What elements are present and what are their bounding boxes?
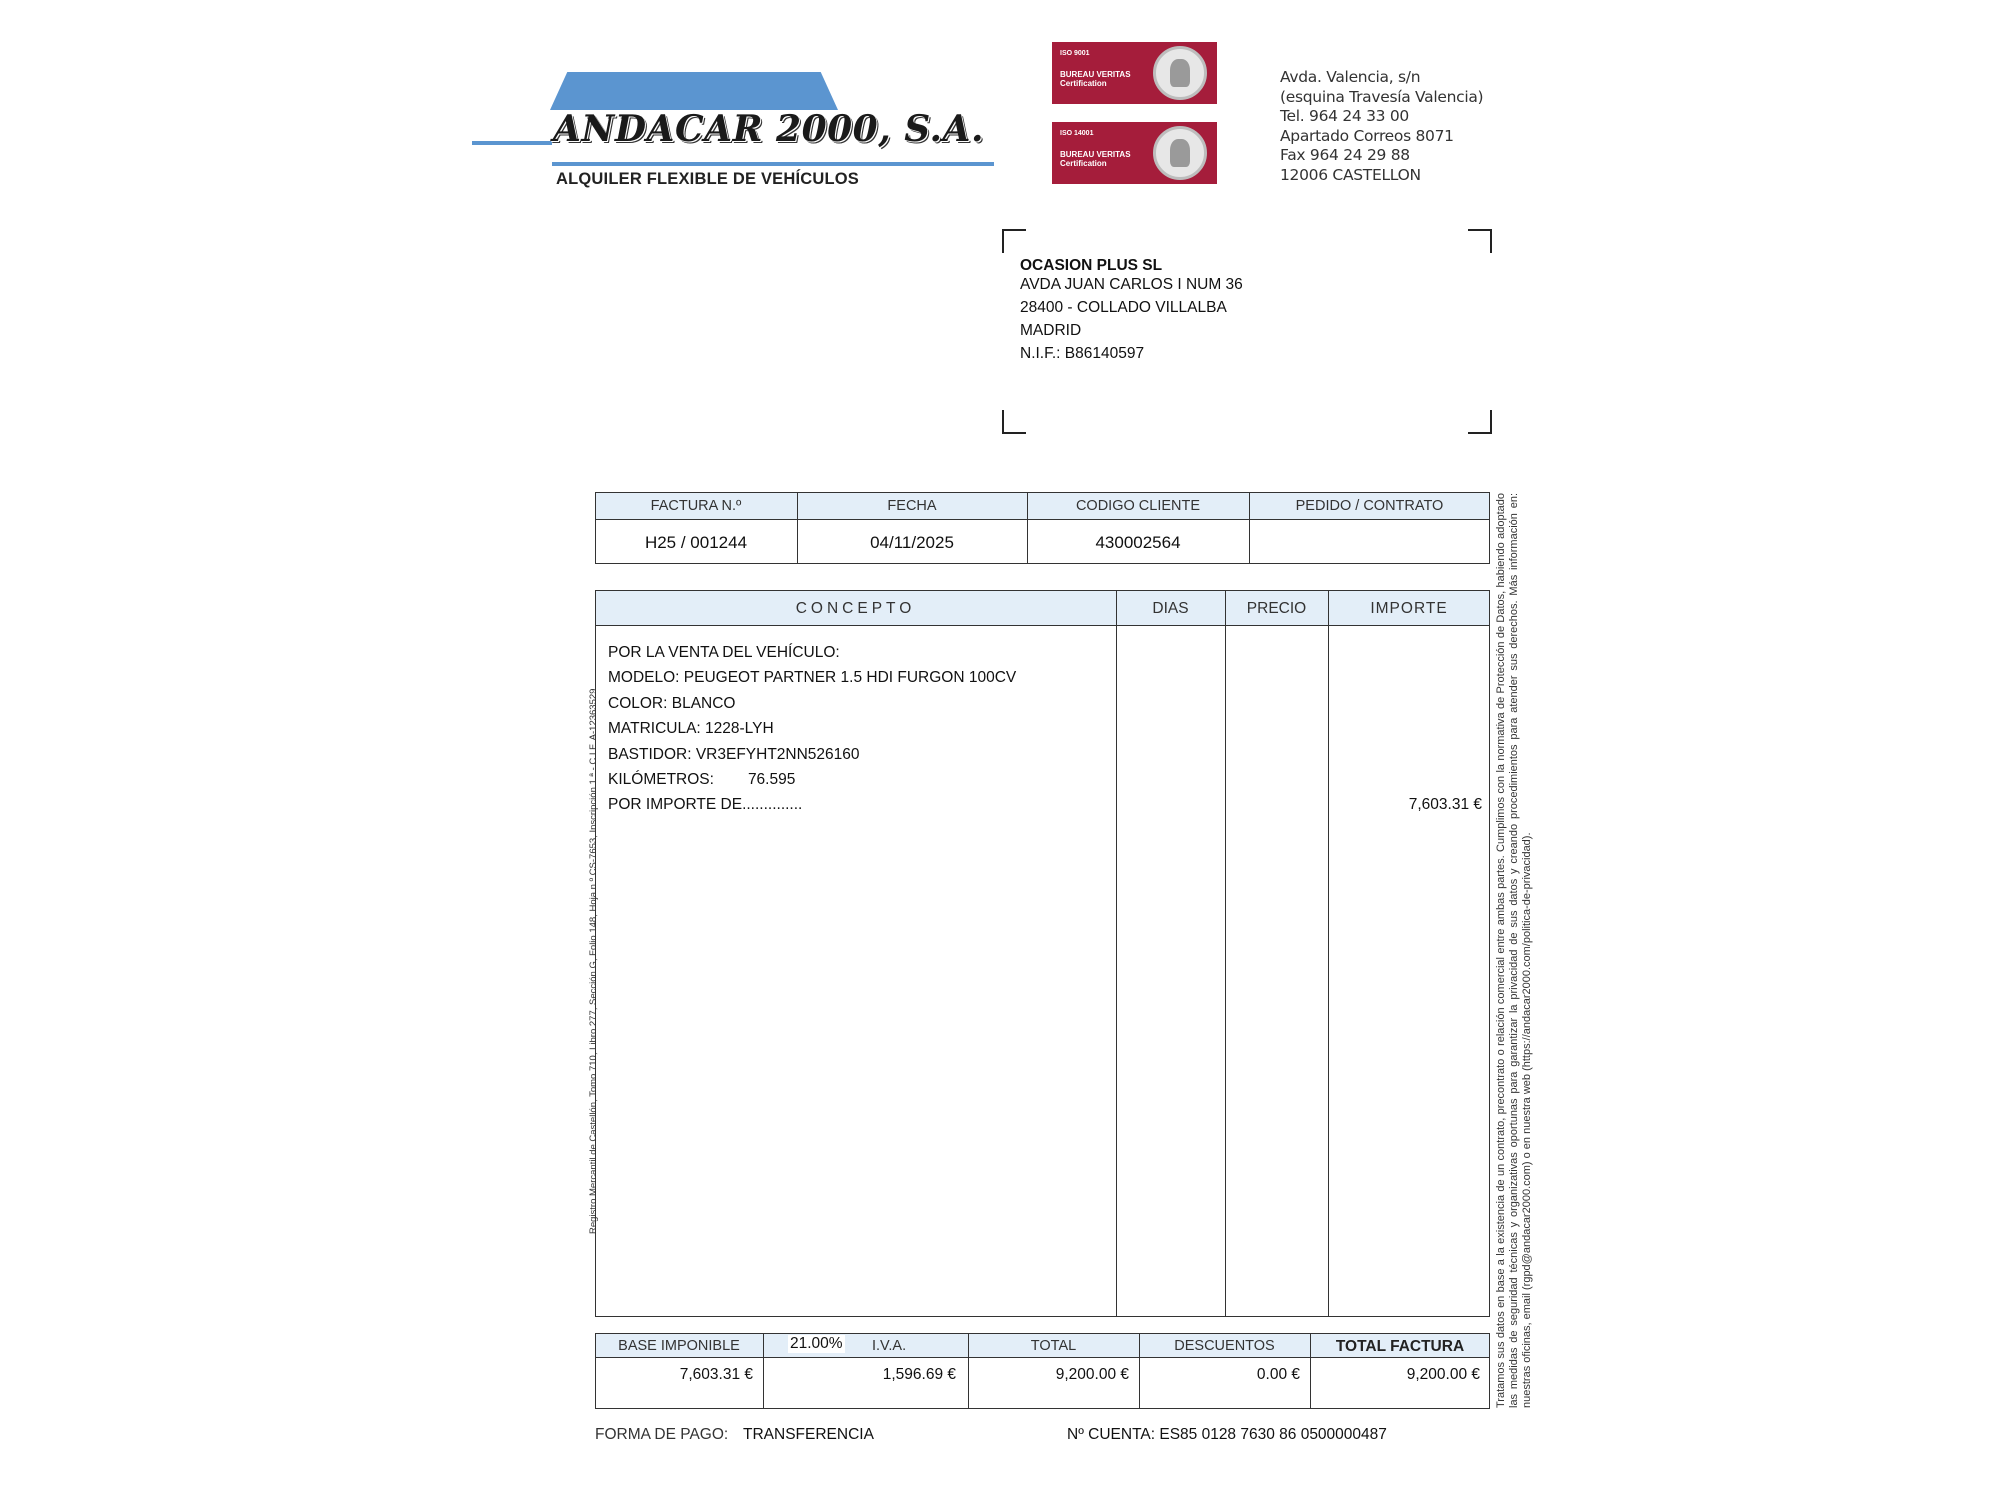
days-header: DIAS — [1152, 600, 1189, 617]
vat-rate: 21.00% — [790, 1335, 843, 1352]
logo-line — [472, 141, 552, 145]
address-line: Avda. Valencia, s/n — [1280, 68, 1421, 86]
iso-14001-certificate-badge — [1052, 122, 1217, 184]
amount-line-label: POR IMPORTE DE.............. — [608, 796, 803, 814]
mileage-label: KILÓMETROS: — [608, 771, 714, 789]
column-divider — [1225, 590, 1226, 1317]
client-nif: N.I.F.: B86140597 — [1020, 345, 1145, 362]
bureau-veritas-seal-icon — [1153, 46, 1207, 100]
certificate-iso: ISO 14001 — [1060, 130, 1094, 137]
vat-value: 1,596.69 € — [882, 1366, 956, 1383]
price-header: PRECIO — [1246, 600, 1307, 617]
logo-line — [552, 162, 994, 166]
certificate-body: BUREAU VERITAS Certification — [1060, 150, 1131, 168]
payment-method-label: FORMA DE PAGO: — [595, 1426, 729, 1443]
address-line: Fax 964 24 29 88 — [1280, 146, 1410, 165]
address-line: 12006 CASTELLON — [1280, 165, 1421, 184]
concept-line: BASTIDOR: VR3EFYHT2NN526160 — [608, 745, 860, 763]
mileage-value: 76.595 — [747, 771, 796, 789]
date-label: FECHA — [887, 498, 937, 514]
concept-description — [608, 640, 1016, 818]
frame-corner — [1002, 229, 1026, 253]
invoice-total-value: 9,200.00 € — [1406, 1366, 1480, 1383]
client-name: OCASION PLUS SL — [1020, 257, 1163, 274]
address-line: Tel. 964 24 33 00 — [1280, 107, 1409, 126]
certificate-iso: ISO 9001 — [1060, 50, 1090, 57]
discounts-value: 0.00 € — [1256, 1366, 1300, 1383]
concept-line: POR LA VENTA DEL VEHÍCULO: — [608, 644, 840, 661]
invoice-number-label: FACTURA N.º — [650, 498, 742, 514]
company-address — [1280, 68, 1483, 186]
order-contract-label: PEDIDO / CONTRATO — [1295, 498, 1444, 514]
client-street: AVDA JUAN CARLOS I NUM 36 — [1020, 276, 1243, 293]
frame-corner — [1002, 410, 1026, 434]
concept-amount-value: 7,603.31 € — [1408, 796, 1482, 813]
column-divider — [1116, 590, 1117, 1317]
concept-header: CONCEPTO — [795, 600, 916, 617]
bank-account: Nº CUENTA: ES85 0128 7630 86 0500000487 — [1067, 1426, 1387, 1443]
base-value: 7,603.31 € — [679, 1366, 753, 1383]
discounts-label: DESCUENTOS — [1174, 1338, 1275, 1354]
concept-line: COLOR: BLANCO — [608, 694, 736, 712]
address-line: (esquina Travesía Valencia) — [1280, 87, 1484, 106]
registry-legal-text: Registro Mercantil de Castellón, Tomo 710, Libro 277, Sección G, Folio 148, Hoja n.º CS-7653, Inscripción 1.ª - C.I.F. A-12363529 — [588, 688, 599, 1234]
invoice-total-label: TOTAL FACTURA — [1335, 1338, 1465, 1355]
client-code-label: CODIGO CLIENTE — [1075, 498, 1201, 514]
frame-corner — [1468, 229, 1492, 253]
date-value: 04/11/2025 — [870, 533, 954, 552]
logo-roof-shape — [550, 72, 838, 110]
client-province: MADRID — [1020, 322, 1082, 339]
column-divider — [763, 1333, 764, 1409]
client-address — [1020, 254, 1243, 365]
column-divider — [1328, 590, 1329, 1317]
iso-9001-certificate-badge — [1052, 42, 1217, 104]
payment-method-value: TRANSFERENCIA — [743, 1426, 874, 1443]
company-tagline: ALQUILER FLEXIBLE DE VEHÍCULOS — [556, 170, 860, 188]
amount-header: IMPORTE — [1370, 600, 1448, 617]
concept-line: MATRICULA: 1228-LYH — [608, 720, 774, 738]
company-name: ANDACAR 2000, S.A. — [553, 108, 984, 150]
total-label: TOTAL — [1030, 1338, 1077, 1354]
frame-corner — [1468, 410, 1492, 434]
concept-line: MODELO: PEUGEOT PARTNER 1.5 HDI FURGON 100CV — [608, 669, 1017, 687]
bureau-veritas-seal-icon — [1153, 126, 1207, 180]
client-code-value: 430002564 — [1095, 533, 1181, 552]
privacy-legal-text: Tratamos sus datos en base a la existencia de un contrato, precontrato o relación comercial entre ambas partes. Cumplimos con la normativa de Protección de Datos, habiendo adoptado las medidas de seguridad técnicas y organizativas oportunas para garantizar la privacidad de sus datos y creando procedimientos para atender sus derechos. Más información en: nuestras oficinas, email (rgpd@andacar2000.com) o en nuestra web (https://andacar2000.com/politica-de-privacidad). — [1495, 493, 1533, 1408]
client-city: 28400 - COLLADO VILLALBA — [1020, 299, 1227, 316]
base-label: BASE IMPONIBLE — [618, 1338, 740, 1354]
address-line: Apartado Correos 8071 — [1280, 126, 1454, 145]
mileage-line — [608, 767, 1016, 792]
certificate-body: BUREAU VERITAS Certification — [1060, 70, 1131, 88]
invoice-number-value: H25 / 001244 — [644, 533, 748, 552]
vat-label: I.V.A. — [872, 1338, 907, 1354]
total-value: 9,200.00 € — [1055, 1366, 1129, 1383]
